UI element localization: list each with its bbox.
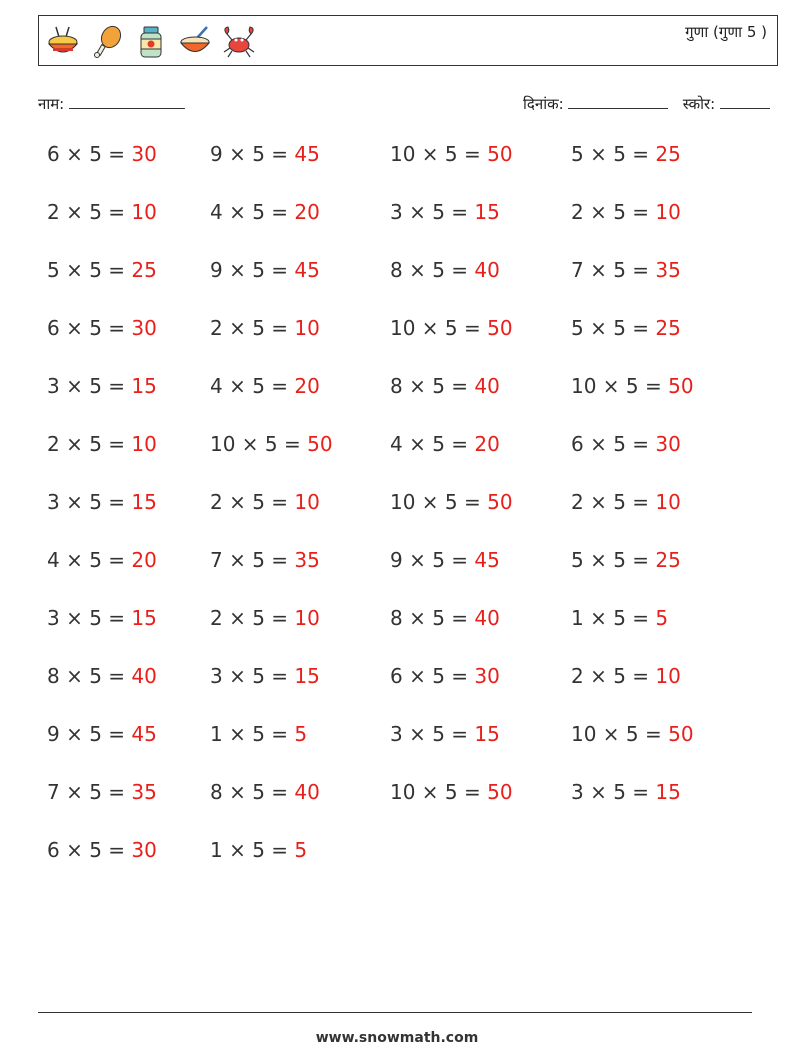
problem-question: 2 × 5 = — [47, 432, 132, 456]
score-label: स्कोर: — [682, 95, 716, 113]
problem-answer: 10 — [131, 200, 157, 224]
problem-question: 9 × 5 = — [210, 258, 295, 282]
problem-item — [47, 606, 157, 630]
problem-item — [47, 722, 157, 746]
problem-answer: 30 — [131, 316, 157, 340]
problem-question: 6 × 5 = — [571, 432, 656, 456]
header-box — [38, 15, 778, 66]
icon-strip — [45, 22, 257, 62]
problem-question: 2 × 5 = — [210, 316, 295, 340]
problem-question: 10 × 5 = — [571, 374, 669, 398]
problem-item — [390, 780, 513, 804]
problem-question: 4 × 5 = — [390, 432, 475, 456]
problem-item — [210, 258, 320, 282]
problem-question: 6 × 5 = — [47, 316, 132, 340]
problem-answer: 45 — [294, 258, 320, 282]
problem-item — [390, 258, 500, 282]
problem-answer: 35 — [131, 780, 157, 804]
problem-question: 1 × 5 = — [210, 838, 295, 862]
problem-answer: 10 — [655, 490, 681, 514]
problem-item — [571, 606, 668, 630]
problem-item — [47, 258, 157, 282]
name-field — [38, 94, 185, 114]
problem-question: 5 × 5 = — [571, 316, 656, 340]
problem-question: 7 × 5 = — [47, 780, 132, 804]
crab-icon — [221, 24, 257, 60]
problem-answer: 45 — [294, 142, 320, 166]
problem-question: 9 × 5 = — [210, 142, 295, 166]
problem-answer: 10 — [294, 606, 320, 630]
problem-question: 10 × 5 = — [571, 722, 669, 746]
problem-answer: 25 — [655, 142, 681, 166]
problem-item — [390, 490, 513, 514]
problem-item — [210, 142, 320, 166]
problem-item — [210, 316, 320, 340]
problem-answer: 15 — [474, 722, 500, 746]
problem-answer: 15 — [655, 780, 681, 804]
problem-answer: 50 — [487, 490, 513, 514]
problem-item — [571, 722, 694, 746]
problem-item — [210, 200, 320, 224]
problem-question: 6 × 5 = — [47, 142, 132, 166]
problem-answer: 30 — [655, 432, 681, 456]
problem-answer: 40 — [474, 374, 500, 398]
problem-answer: 35 — [294, 548, 320, 572]
problem-answer: 50 — [307, 432, 333, 456]
problem-item — [47, 664, 157, 688]
soup-bowl-icon — [177, 24, 213, 60]
problem-answer: 25 — [655, 316, 681, 340]
problem-item — [210, 664, 320, 688]
problem-answer: 25 — [131, 258, 157, 282]
problem-answer: 50 — [487, 316, 513, 340]
problem-question: 10 × 5 = — [390, 316, 488, 340]
problem-answer: 15 — [474, 200, 500, 224]
problem-item — [210, 780, 320, 804]
problem-answer: 30 — [474, 664, 500, 688]
problem-item — [571, 548, 681, 572]
problem-answer: 10 — [655, 200, 681, 224]
problem-item — [390, 142, 513, 166]
problem-question: 10 × 5 = — [390, 142, 488, 166]
problem-question: 3 × 5 = — [390, 200, 475, 224]
problem-question: 1 × 5 = — [210, 722, 295, 746]
problem-answer: 20 — [474, 432, 500, 456]
rice-bowl-icon — [45, 24, 81, 60]
problem-question: 3 × 5 = — [210, 664, 295, 688]
problem-answer: 35 — [655, 258, 681, 282]
problem-item — [571, 780, 681, 804]
problem-answer: 10 — [655, 664, 681, 688]
problem-item — [571, 258, 681, 282]
problem-answer: 15 — [131, 374, 157, 398]
problem-item — [390, 432, 500, 456]
problem-answer: 10 — [294, 316, 320, 340]
problem-answer: 30 — [131, 142, 157, 166]
problem-question: 2 × 5 = — [571, 200, 656, 224]
problem-question: 10 × 5 = — [390, 780, 488, 804]
date-label: दिनांक: — [523, 95, 564, 113]
problem-item — [571, 664, 681, 688]
problem-answer: 45 — [474, 548, 500, 572]
problem-item — [390, 548, 500, 572]
problem-question: 10 × 5 = — [210, 432, 308, 456]
problem-question: 3 × 5 = — [47, 490, 132, 514]
problem-item — [390, 374, 500, 398]
problem-question: 10 × 5 = — [390, 490, 488, 514]
problem-item — [210, 490, 320, 514]
name-blank[interactable] — [69, 94, 185, 109]
problem-question: 7 × 5 = — [571, 258, 656, 282]
problem-question: 5 × 5 = — [571, 142, 656, 166]
problem-answer: 50 — [668, 374, 694, 398]
problem-answer: 5 — [294, 838, 308, 862]
problem-question: 3 × 5 = — [390, 722, 475, 746]
problem-question: 1 × 5 = — [571, 606, 656, 630]
problem-item — [47, 200, 157, 224]
problem-answer: 50 — [487, 780, 513, 804]
problem-answer: 20 — [294, 200, 320, 224]
problem-question: 9 × 5 = — [47, 722, 132, 746]
problem-question: 2 × 5 = — [210, 606, 295, 630]
problem-item — [210, 548, 320, 572]
problem-answer: 25 — [655, 548, 681, 572]
problem-question: 2 × 5 = — [571, 664, 656, 688]
problem-item — [47, 142, 157, 166]
problem-item — [210, 432, 333, 456]
problem-item — [571, 142, 681, 166]
problem-item — [390, 606, 500, 630]
problem-question: 3 × 5 = — [571, 780, 656, 804]
problem-question: 4 × 5 = — [210, 200, 295, 224]
problem-answer: 50 — [668, 722, 694, 746]
chicken-leg-icon — [89, 24, 125, 60]
problem-question: 9 × 5 = — [390, 548, 475, 572]
problem-question: 5 × 5 = — [47, 258, 132, 282]
problem-question: 6 × 5 = — [390, 664, 475, 688]
problem-answer: 15 — [131, 490, 157, 514]
problem-question: 4 × 5 = — [47, 548, 132, 572]
problem-item — [571, 432, 681, 456]
problem-item — [390, 722, 500, 746]
problem-item — [47, 374, 157, 398]
problem-answer: 15 — [294, 664, 320, 688]
problem-item — [571, 316, 681, 340]
problem-item — [210, 606, 320, 630]
problem-question: 8 × 5 = — [210, 780, 295, 804]
problem-question: 8 × 5 = — [390, 606, 475, 630]
problem-question: 5 × 5 = — [571, 548, 656, 572]
jam-jar-icon — [133, 24, 169, 60]
worksheet-title: गुणा (गुणा 5 ) — [685, 23, 767, 41]
problem-answer: 5 — [655, 606, 669, 630]
problem-answer: 20 — [131, 548, 157, 572]
problem-item — [47, 780, 157, 804]
problem-answer: 10 — [131, 432, 157, 456]
problem-item — [47, 548, 157, 572]
score-blank[interactable] — [720, 94, 770, 109]
problem-item — [210, 838, 307, 862]
problem-item — [390, 200, 500, 224]
problem-question: 8 × 5 = — [47, 664, 132, 688]
problem-answer: 10 — [294, 490, 320, 514]
problem-answer: 40 — [294, 780, 320, 804]
problem-item — [571, 490, 681, 514]
problem-item — [571, 374, 694, 398]
problem-question: 8 × 5 = — [390, 258, 475, 282]
problem-answer: 40 — [474, 258, 500, 282]
date-blank[interactable] — [568, 94, 668, 109]
name-label: नाम: — [38, 95, 65, 113]
problem-item — [47, 490, 157, 514]
problem-question: 3 × 5 = — [47, 606, 132, 630]
problem-item — [571, 200, 681, 224]
problem-question: 4 × 5 = — [210, 374, 295, 398]
problem-answer: 15 — [131, 606, 157, 630]
problem-item — [47, 316, 157, 340]
problem-question: 7 × 5 = — [210, 548, 295, 572]
problem-item — [47, 838, 157, 862]
problem-answer: 40 — [474, 606, 500, 630]
problem-item — [390, 316, 513, 340]
problem-question: 2 × 5 = — [571, 490, 656, 514]
footer-url: www.snowmath.com — [315, 1030, 479, 1046]
problem-answer: 45 — [131, 722, 157, 746]
problem-item — [47, 432, 157, 456]
problem-answer: 20 — [294, 374, 320, 398]
problem-question: 3 × 5 = — [47, 374, 132, 398]
problem-item — [390, 664, 500, 688]
problem-answer: 5 — [294, 722, 308, 746]
date-score-field — [523, 94, 770, 114]
footer-divider — [38, 1012, 752, 1013]
problem-question: 6 × 5 = — [47, 838, 132, 862]
problem-answer: 50 — [487, 142, 513, 166]
problem-answer: 40 — [131, 664, 157, 688]
problem-question: 2 × 5 = — [210, 490, 295, 514]
problem-item — [210, 374, 320, 398]
problem-item — [210, 722, 307, 746]
problem-answer: 30 — [131, 838, 157, 862]
problem-question: 2 × 5 = — [47, 200, 132, 224]
problem-question: 8 × 5 = — [390, 374, 475, 398]
